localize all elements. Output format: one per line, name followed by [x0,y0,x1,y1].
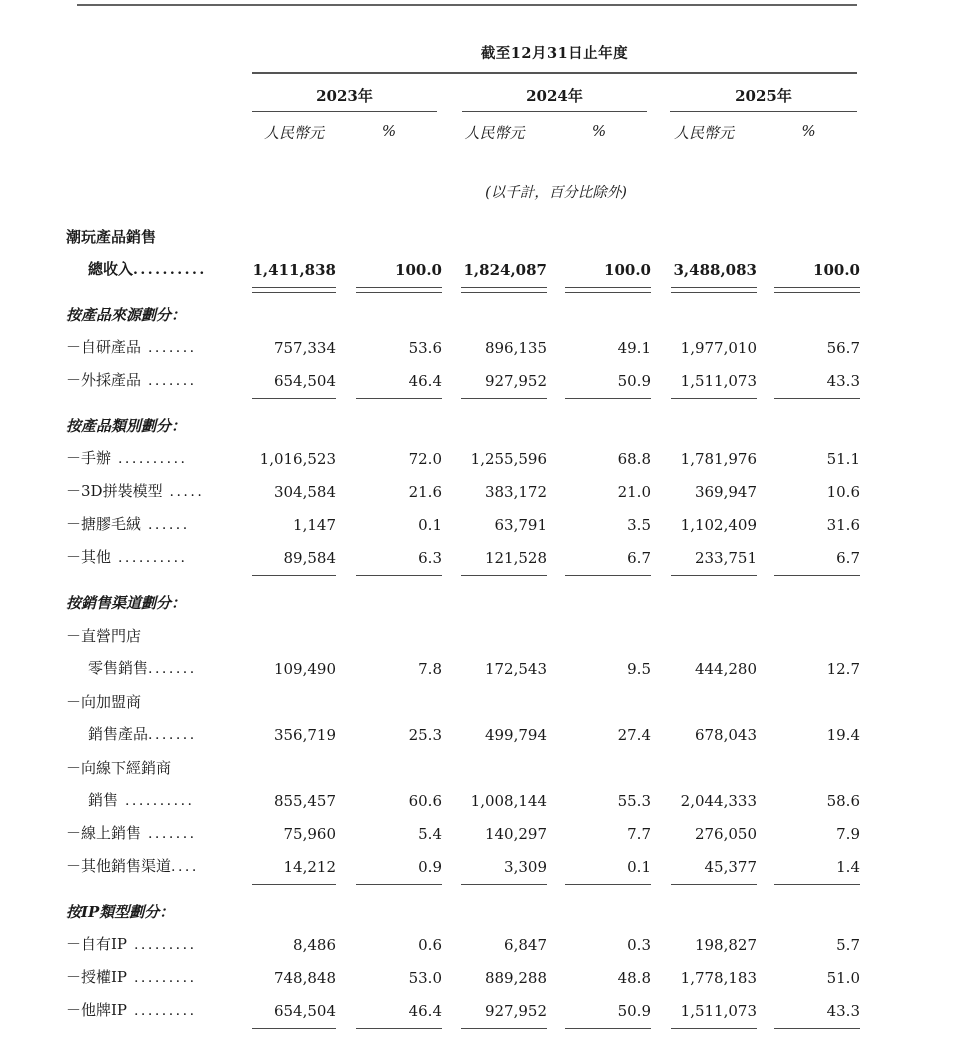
leader-dots: ....... [141,826,197,842]
value-cell: 50.9 [617,372,651,390]
rule-line [356,398,442,399]
table-row [66,745,860,778]
value-cell: 3,309 [504,858,547,876]
row-label: －自有IP ......... [66,935,197,953]
value-cell: 68.8 [617,450,651,468]
rule-line [671,398,757,399]
leader-dots: ......... [127,1003,197,1019]
rule-line [774,398,860,399]
row-label: －他牌IP ......... [66,1001,197,1019]
value-cell: 3,488,083 [673,261,757,279]
value-cell: 1,781,976 [680,450,757,468]
row-label: －授權IP ......... [66,968,197,986]
rule-line [565,287,651,293]
value-cell: 927,952 [484,1002,547,1020]
value-cell: 276,050 [694,825,757,843]
value-cell: 172,543 [484,660,547,678]
table-row [66,214,860,247]
column-rules [66,280,860,292]
leader-dots: ......... [127,970,197,986]
value-cell: 72.0 [408,450,442,468]
row-label: 按銷售渠道劃分： [66,594,187,612]
value-cell: 1,511,073 [680,372,757,390]
value-cell: 43.3 [826,1002,860,1020]
value-cell: 8,486 [293,936,336,954]
table-row [66,712,860,745]
value-cell: 100.0 [604,261,651,279]
row-label: －3D拼裝模型 ..... [66,482,205,500]
value-cell: 10.6 [826,483,860,501]
value-cell: 12.7 [826,660,860,678]
row-label: －搪膠毛絨 ...... [66,515,190,533]
rule-line [356,287,442,293]
value-cell: 654,504 [273,1002,336,1020]
table-row [66,292,860,325]
value-cell: 109,490 [273,660,336,678]
rule-line [461,287,547,293]
value-cell: 757,334 [273,339,336,357]
leader-dots: .......... [133,262,207,278]
rule-line [252,884,336,885]
value-cell: 383,172 [484,483,547,501]
rule-line [461,884,547,885]
value-cell: 31.6 [826,516,860,534]
rule-line [565,398,651,399]
rule-line [252,398,336,399]
row-label: －線上銷售 ....... [66,824,197,842]
value-cell: 889,288 [484,969,547,987]
value-cell: 1,977,010 [680,339,757,357]
value-cell: 21.0 [617,483,651,501]
column-rules [66,1021,860,1033]
value-cell: 27.4 [617,726,651,744]
leader-dots: ....... [148,661,197,677]
value-cell: 1,824,087 [463,261,547,279]
year-header-row [252,74,860,112]
table-row [66,403,860,436]
leader-dots: ....... [141,373,197,389]
table-row [66,247,860,280]
column-rules [66,568,860,580]
value-cell: 0.3 [627,936,651,954]
value-cell: 927,952 [484,372,547,390]
row-label: 按產品來源劃分： [66,306,187,324]
leader-dots: .......... [111,550,188,566]
value-cell: 233,751 [694,549,757,567]
row-label: －向線下經銷商 [66,759,172,777]
row-label: －外採產品 ....... [66,371,197,389]
rule-line [774,884,860,885]
rule-line [565,884,651,885]
value-cell: 43.3 [826,372,860,390]
unit-header-rmb-2025: 人民幣元 [673,124,734,142]
period-header: 截至12月31日止年度 [252,42,857,74]
value-cell: 51.1 [826,450,860,468]
leader-dots: ..... [162,484,205,500]
table-row [66,325,860,358]
table-row [66,778,860,811]
value-cell: 63,791 [494,516,547,534]
unit-header-pct-2023: % [381,122,397,140]
value-cell: 60.6 [408,792,442,810]
row-label: 銷售 .......... [88,791,195,809]
value-cell: 1,411,838 [252,261,336,279]
table-rows [66,214,860,1033]
value-cell: 89,584 [283,549,336,567]
row-label: 按IP類型劃分： [66,903,175,921]
value-cell: 50.9 [617,1002,651,1020]
value-cell: 304,584 [273,483,336,501]
rule-line [774,575,860,576]
table-row [66,679,860,712]
value-cell: 0.6 [418,936,442,954]
rule-line [461,1028,547,1029]
year-label-2023: 2023年 [252,85,437,112]
value-cell: 1,511,073 [680,1002,757,1020]
rule-line [671,1028,757,1029]
table-row [66,646,860,679]
value-cell: 1,147 [293,516,336,534]
value-cell: 19.4 [826,726,860,744]
table-row [66,535,860,568]
value-cell: 0.1 [627,858,651,876]
table-row [66,469,860,502]
value-cell: 58.6 [826,792,860,810]
rule-line [252,1028,336,1029]
rule-line [461,398,547,399]
value-cell: 6.3 [418,549,442,567]
table-row [66,436,860,469]
value-cell: 45,377 [704,858,757,876]
rule-line [671,884,757,885]
page-top-divider [77,4,857,6]
value-cell: 369,947 [694,483,757,501]
table-row [66,502,860,535]
row-label: －自研產品 ....... [66,338,197,356]
unit-header-pct-2025: % [801,122,816,140]
table-row [66,988,860,1021]
table-row [66,580,860,613]
unit-note: (以千計，百分比除外) [485,185,627,201]
rule-line [252,287,336,293]
leader-dots: .......... [111,451,188,467]
value-cell: 55.3 [617,792,651,810]
rule-line [671,287,757,293]
value-cell: 6,847 [504,936,547,954]
value-cell: 7.9 [836,825,860,843]
value-cell: 100.0 [813,261,860,279]
value-cell: 5.7 [836,936,860,954]
value-cell: 9.5 [627,660,651,678]
value-cell: 748,848 [273,969,336,987]
rule-line [671,575,757,576]
value-cell: 100.0 [395,261,442,279]
value-cell: 21.6 [408,483,442,501]
row-label: －向加盟商 [66,693,142,711]
value-cell: 0.1 [418,516,442,534]
value-cell: 1,008,144 [470,792,547,810]
value-cell: 25.3 [408,726,442,744]
value-cell: 14,212 [283,858,336,876]
value-cell: 499,794 [484,726,547,744]
value-cell: 56.7 [826,339,860,357]
leader-dots: .... [171,859,199,875]
value-cell: 5.4 [418,825,442,843]
leader-dots: ....... [141,340,197,356]
value-cell: 51.0 [826,969,860,987]
table-row [66,844,860,877]
value-cell: 198,827 [694,936,757,954]
rule-line [565,1028,651,1029]
value-cell: 2,044,333 [680,792,757,810]
row-label: 銷售產品....... [88,725,197,743]
value-cell: 53.0 [408,969,442,987]
row-label: －其他 .......... [66,548,188,566]
column-rules [66,391,860,403]
value-cell: 1,016,523 [259,450,336,468]
table-row [66,922,860,955]
unit-header-rmb-2023: 人民幣元 [263,124,324,142]
unit-header-row [66,122,860,143]
value-cell: 121,528 [484,549,547,567]
value-cell: 654,504 [273,372,336,390]
row-label: 總收入.......... [88,260,207,278]
value-cell: 855,457 [273,792,336,810]
column-rules [66,877,860,889]
row-label: －直營門店 [66,627,142,645]
value-cell: 1,778,183 [680,969,757,987]
leader-dots: ......... [127,937,197,953]
rule-line [461,575,547,576]
row-label: 零售銷售....... [88,659,197,677]
value-cell: 7.7 [627,825,651,843]
value-cell: 356,719 [273,726,336,744]
rule-line [565,575,651,576]
year-label-2025: 2025年 [670,85,857,112]
table-row [66,613,860,646]
value-cell: 75,960 [283,825,336,843]
value-cell: 1,255,596 [470,450,547,468]
value-cell: 1,102,409 [680,516,757,534]
table-row [66,889,860,922]
rule-line [774,1028,860,1029]
unit-header-rmb-2024: 人民幣元 [464,124,525,142]
value-cell: 0.9 [418,858,442,876]
table-row [66,358,860,391]
row-label: 按產品類別劃分： [66,417,187,435]
rule-line [774,287,860,293]
value-cell: 6.7 [836,549,860,567]
unit-header-spacer [66,122,252,143]
value-cell: 53.6 [408,339,442,357]
year-label-2024: 2024年 [462,85,647,112]
value-cell: 48.8 [617,969,651,987]
table-row [66,811,860,844]
unit-header-pct-2024: % [591,122,607,140]
value-cell: 46.4 [408,372,442,390]
leader-dots: .......... [118,793,195,809]
row-label: －手辦 .......... [66,449,188,467]
value-cell: 49.1 [617,339,651,357]
value-cell: 6.7 [627,549,651,567]
value-cell: 1.4 [836,858,860,876]
value-cell: 444,280 [694,660,757,678]
leader-dots: ....... [148,727,197,743]
row-label: 潮玩產品銷售 [66,228,157,246]
value-cell: 46.4 [408,1002,442,1020]
table-row [66,955,860,988]
table-content [66,4,860,1033]
value-cell: 7.8 [418,660,442,678]
value-cell: 678,043 [694,726,757,744]
rule-line [252,575,336,576]
rule-line [356,1028,442,1029]
rule-line [356,575,442,576]
row-label: －其他銷售渠道.... [66,857,199,875]
value-cell: 140,297 [484,825,547,843]
rule-line [356,884,442,885]
leader-dots: ...... [141,517,190,533]
value-cell: 896,135 [484,339,547,357]
value-cell: 3.5 [627,516,651,534]
